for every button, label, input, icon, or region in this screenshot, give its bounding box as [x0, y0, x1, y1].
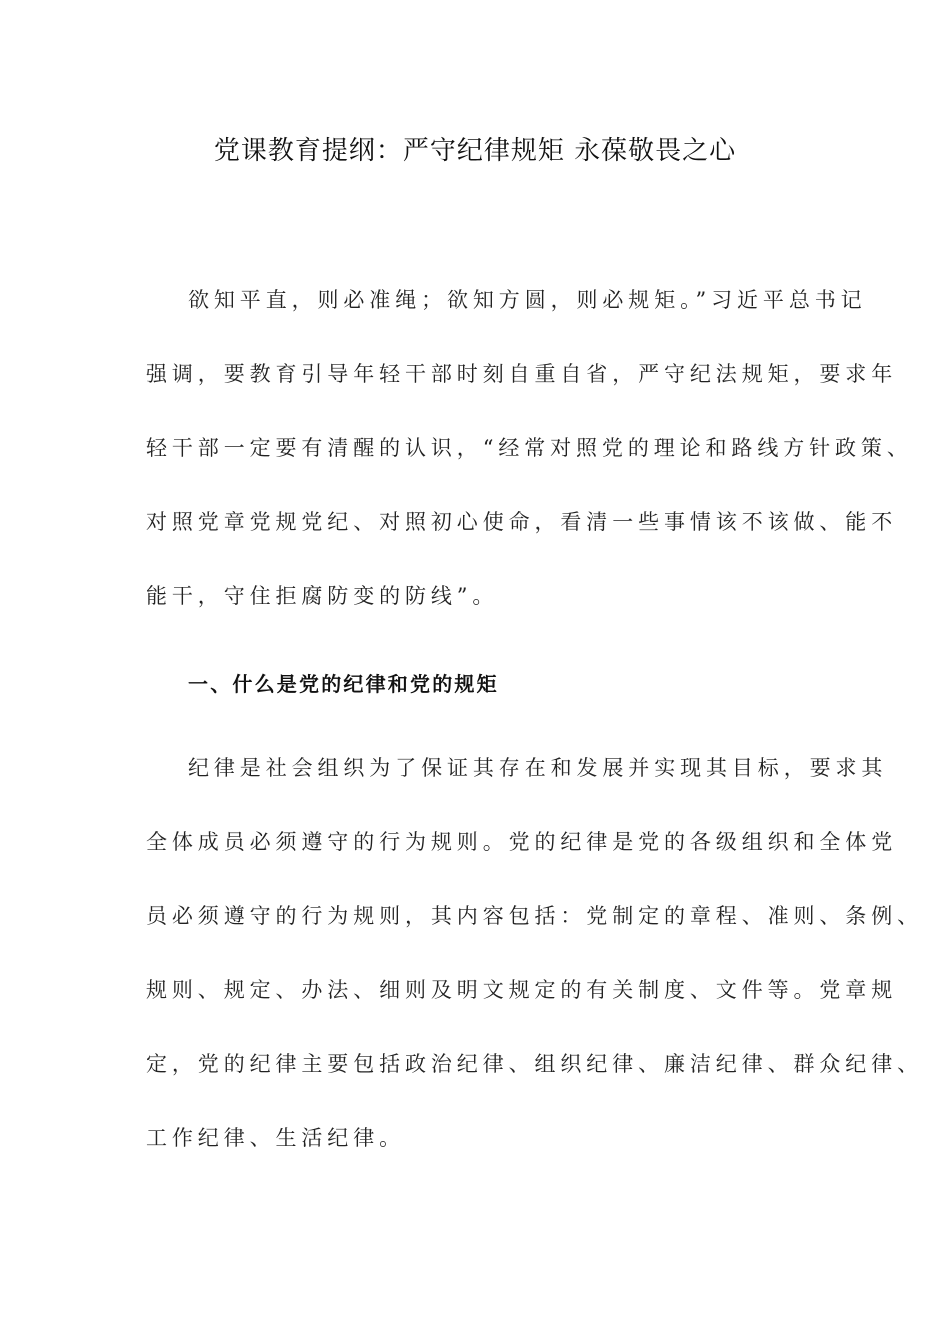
document-title: 党课教育提纲：严守纪律规矩 永葆敬畏之心 [213, 136, 737, 166]
paragraph-line: 员必须遵守的行为规则，其内容包括：党制定的章程、准则、条例、 [146, 904, 923, 928]
paragraph-line: 工作纪律、生活纪律。 [146, 1126, 405, 1150]
paragraph-line: 轻干部一定要有清醒的认识，“经常对照党的理论和路线方针政策、 [146, 436, 913, 460]
paragraph-line: 定，党的纪律主要包括政治纪律、组织纪律、廉洁纪律、群众纪律、 [146, 1052, 923, 1076]
paragraph-line: 欲知平直，则必准绳；欲知方圆，则必规矩。”习近平总书记 [188, 288, 867, 312]
paragraph-line: 全体成员必须遵守的行为规则。党的纪律是党的各级组织和全体党 [146, 830, 898, 854]
paragraph-line: 能干，守住拒腐防变的防线”。 [146, 584, 499, 608]
paragraph-line: 纪律是社会组织为了保证其存在和发展并实现其目标，要求其 [188, 756, 888, 780]
section-heading: 一、什么是党的纪律和党的规矩 [188, 672, 499, 696]
paragraph-line: 强调，要教育引导年轻干部时刻自重自省，严守纪法规矩，要求年 [146, 362, 898, 386]
paragraph-line: 对照党章党规党纪、对照初心使命，看清一些事情该不该做、能不 [146, 510, 898, 534]
paragraph-line: 规则、规定、办法、细则及明文规定的有关制度、文件等。党章规 [146, 978, 898, 1002]
